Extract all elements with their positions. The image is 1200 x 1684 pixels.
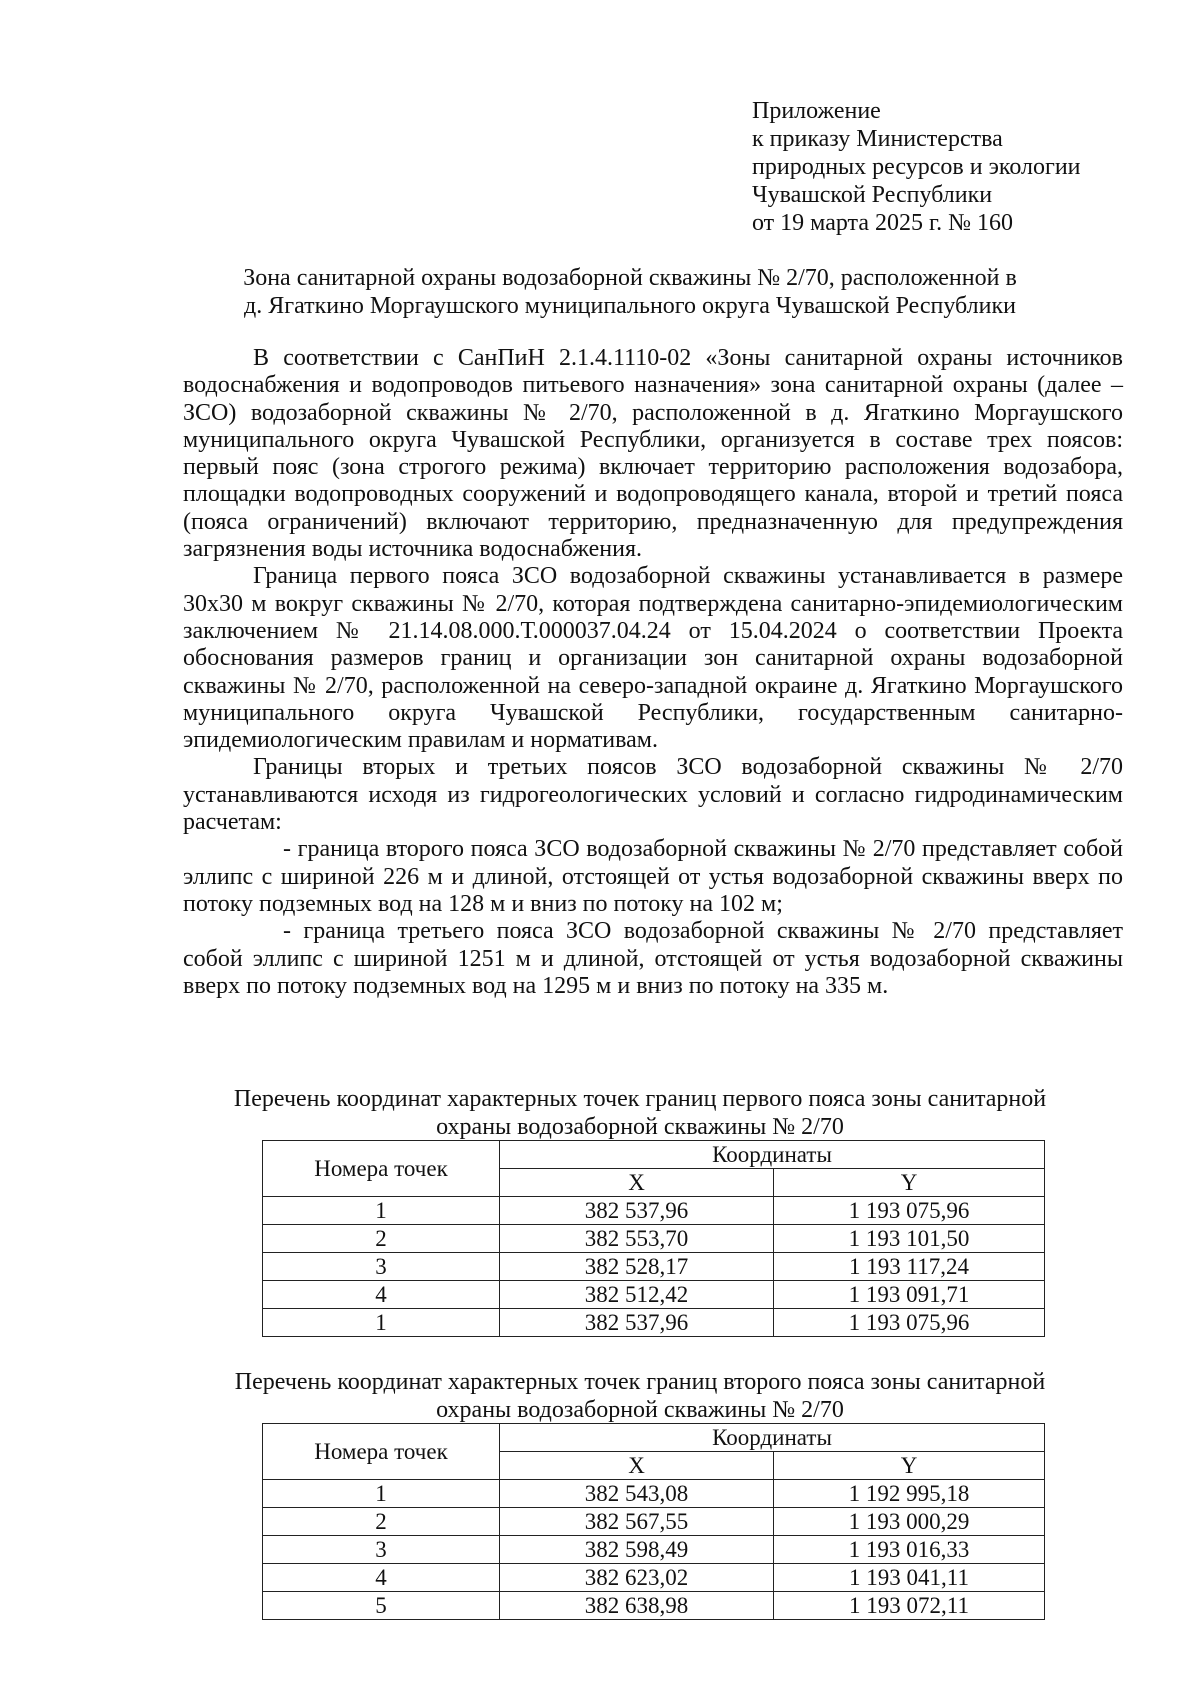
header-line: от 19 марта 2025 г. № 160 <box>752 210 1013 236</box>
cell-point: 4 <box>263 1281 500 1309</box>
table-row <box>263 1592 1045 1620</box>
header-y: Y <box>774 1452 1045 1480</box>
title-line-1: Зона санитарной охраны водозаборной скважины № 2/70, расположенной в <box>243 265 1017 291</box>
table-row <box>263 1480 1045 1508</box>
cell-y: 1 193 072,11 <box>774 1592 1045 1620</box>
cell-point: 4 <box>263 1564 500 1592</box>
title-line-2: д. Ягаткино Моргаушского муниципального округа Чувашской Республики <box>244 293 1016 319</box>
table2-caption <box>180 1368 1100 1424</box>
document-body <box>183 345 1123 1000</box>
cell-x: 382 528,17 <box>500 1253 774 1281</box>
table-row <box>263 1253 1045 1281</box>
caption-line: охраны водозаборной скважины № 2/70 <box>436 1114 844 1140</box>
cell-point: 3 <box>263 1253 500 1281</box>
header-x: X <box>500 1169 774 1197</box>
paragraph: В соответствии с СанПиН 2.1.4.1110-02 «Зоны санитарной охраны источников водоснабжения и водопроводов питьевого назначения» зона санитарной охраны (далее – ЗСО) водозаборной скважины № 2/70, расположенной в д. Ягаткино Моргаушского муниципального округа Чувашской Республики, организуется в составе трех поясов: первый пояс (зона строгого режима) включает территорию расположения водозабора, площадки водопроводных сооружений и водопроводящего канала, второй и третий пояса (пояса ограничений) включают территорию, предназначенную для предупреждения загрязнения воды источника водоснабжения. <box>183 345 1123 563</box>
caption-line: Перечень координат характерных точек границ первого пояса зоны санитарной <box>233 1086 1047 1112</box>
cell-point: 1 <box>263 1480 500 1508</box>
cell-y: 1 193 016,33 <box>774 1536 1045 1564</box>
header-points: Номера точек <box>263 1141 500 1197</box>
cell-y: 1 193 117,24 <box>774 1253 1045 1281</box>
cell-y: 1 193 000,29 <box>774 1508 1045 1536</box>
cell-point: 3 <box>263 1536 500 1564</box>
table-row <box>263 1281 1045 1309</box>
cell-x: 382 537,96 <box>500 1197 774 1225</box>
paragraph: Границы вторых и третьих поясов ЗСО водозаборной скважины № 2/70 устанавливаются исходя из гидрогеологических условий и согласно гидродинамическим расчетам: <box>183 754 1123 836</box>
cell-x: 382 567,55 <box>500 1508 774 1536</box>
appendix-header <box>752 97 1081 237</box>
caption-line: охраны водозаборной скважины № 2/70 <box>436 1397 844 1423</box>
cell-x: 382 537,96 <box>500 1309 774 1337</box>
cell-y: 1 193 041,11 <box>774 1564 1045 1592</box>
cell-y: 1 193 075,96 <box>774 1197 1045 1225</box>
header-x: X <box>500 1452 774 1480</box>
cell-point: 1 <box>263 1197 500 1225</box>
cell-x: 382 543,08 <box>500 1480 774 1508</box>
header-line: Чувашской Республики <box>752 182 993 208</box>
cell-x: 382 553,70 <box>500 1225 774 1253</box>
cell-y: 1 193 101,50 <box>774 1225 1045 1253</box>
cell-point: 2 <box>263 1508 500 1536</box>
list-item: - граница второго пояса ЗСО водозаборной скважины № 2/70 представляет собой эллипс с шириной 226 м и длиной, отстоящей от устья водозаборной скважины вверх по потоку подземных вод на 128 м и вниз по потоку на 102 м; <box>183 836 1123 917</box>
coordinates-table-1 <box>262 1140 1045 1337</box>
document-title <box>180 264 1080 320</box>
cell-point: 5 <box>263 1592 500 1620</box>
cell-y: 1 192 995,18 <box>774 1480 1045 1508</box>
list-item: - граница третьего пояса ЗСО водозаборной скважины № 2/70 представляет собой эллипс с шириной 1251 м и длиной, отстоящей от устья водозаборной скважины вверх по потоку подземных вод на 1295 м и вниз по потоку на 335 м. <box>183 918 1123 999</box>
table1-caption <box>180 1085 1100 1141</box>
table-row <box>263 1225 1045 1253</box>
coordinates-table-2 <box>262 1423 1045 1620</box>
header-coordinates: Координаты <box>500 1424 1045 1452</box>
cell-x: 382 598,49 <box>500 1536 774 1564</box>
header-coordinates: Координаты <box>500 1141 1045 1169</box>
cell-x: 382 512,42 <box>500 1281 774 1309</box>
cell-point: 2 <box>263 1225 500 1253</box>
cell-point: 1 <box>263 1309 500 1337</box>
caption-line: Перечень координат характерных точек границ второго пояса зоны санитарной <box>234 1369 1046 1395</box>
cell-y: 1 193 075,96 <box>774 1309 1045 1337</box>
table-row <box>263 1564 1045 1592</box>
table-row <box>263 1536 1045 1564</box>
table-row <box>263 1197 1045 1225</box>
cell-x: 382 623,02 <box>500 1564 774 1592</box>
cell-x: 382 638,98 <box>500 1592 774 1620</box>
cell-y: 1 193 091,71 <box>774 1281 1045 1309</box>
table-row <box>263 1309 1045 1337</box>
paragraph: Граница первого пояса ЗСО водозаборной скважины устанавливается в размере 30х30 м вокруг скважины № 2/70, которая подтверждена санитарно-эпидемиологическим заключением № 21.14.08.000.Т.000037.04.24 от 15.04.2024 о соответствии Проекта обоснования размеров границ и организации зон санитарной охраны водозаборной скважины № 2/70, расположенной на северо-западной окраине д. Ягаткино Моргаушского муниципального округа Чувашской Республики, государственным санитарно-эпидемиологическим правилам и нормативам. <box>183 563 1123 754</box>
header-points: Номера точек <box>263 1424 500 1480</box>
header-line: Приложение <box>752 98 881 124</box>
header-line: к приказу Министерства <box>752 126 1003 152</box>
header-y: Y <box>774 1169 1045 1197</box>
table-row <box>263 1508 1045 1536</box>
header-line: природных ресурсов и экологии <box>752 154 1081 180</box>
